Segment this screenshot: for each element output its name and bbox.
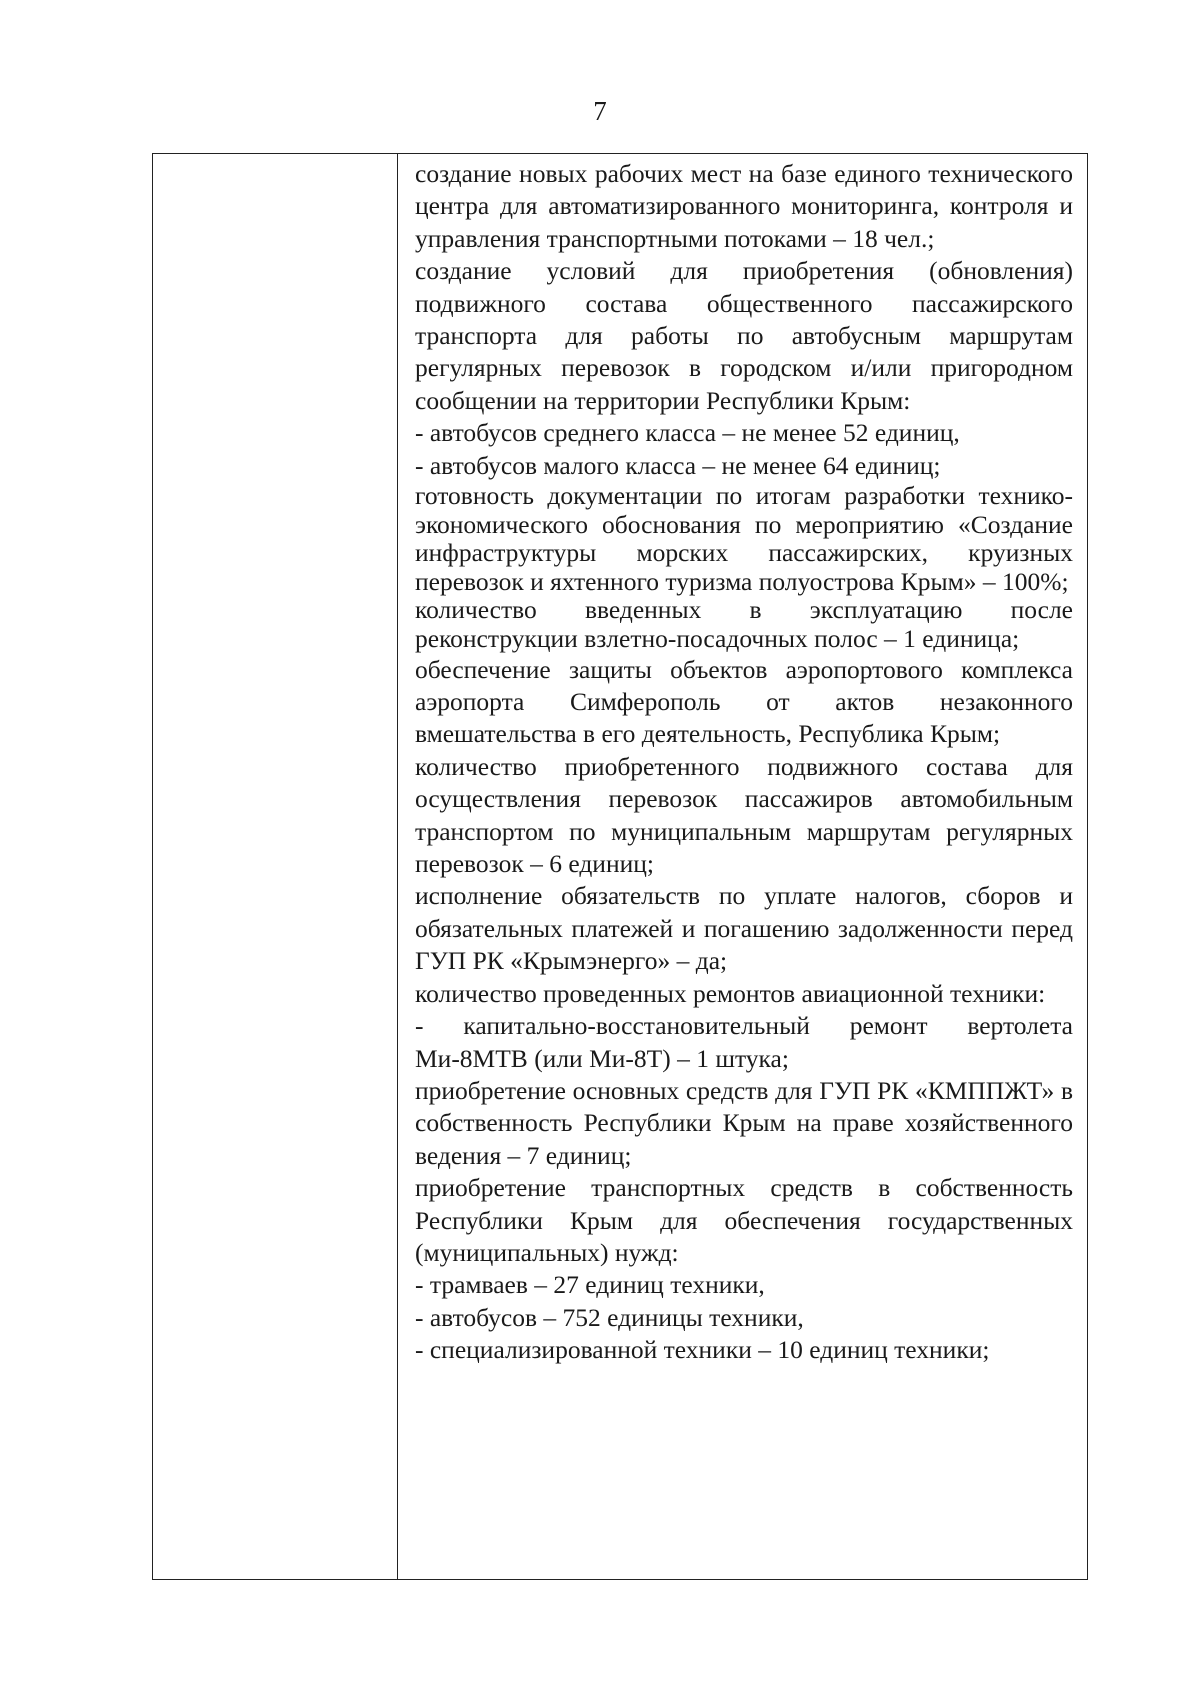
paragraph-new-jobs: создание новых рабочих мест на базе единого технического центра для автоматизированного мониторинга, контроля и управления транспортными потоками – 18 чел.; bbox=[415, 159, 1073, 253]
table-right-cell bbox=[398, 154, 1087, 1579]
paragraph-aviation-repairs: количество проведенных ремонтов авиационной техники: bbox=[415, 978, 1046, 1008]
paragraph-krymenergo-obligations: исполнение обязательств по уплате налогов, сборов и обязательных платежей и погашению задолженности перед ГУП РК «Крымэнерго» – да; bbox=[415, 881, 1073, 976]
list-item-buses: - автобусов – 752 единицы техники, bbox=[415, 1302, 804, 1332]
table-left-cell bbox=[153, 154, 398, 1579]
list-item-medium-buses: - автобусов среднего класса – не менее 52 единиц, bbox=[415, 418, 960, 448]
paragraph-rolling-stock-conditions: создание условий для приобретения (обновления) подвижного состава общественного пассажирского транспорта для работы по автобусным маршрутам регулярных перевозок в городском и/или пригородном сообщении на территории Республики Крым: bbox=[415, 256, 1073, 415]
paragraph-airport-security: обеспечение защиты объектов аэропортового комплекса аэропорта Симферополь от актов незаконного вмешательства в его деятельность, Республика Крым; bbox=[415, 654, 1073, 749]
paragraph-vehicle-acquisition: приобретение транспортных средств в собственность Республики Крым для обеспечения государственных (муниципальных) нужд: bbox=[415, 1173, 1073, 1267]
indicators-table bbox=[152, 153, 1088, 1580]
paragraph-municipal-routes-stock: количество приобретенного подвижного состава для осуществления перевозок пассажиров автомобильным транспортом по муниципальным маршрутам регулярных перевозок – 6 единиц; bbox=[415, 751, 1073, 879]
list-item-small-buses: - автобусов малого класса – не менее 64 единиц; bbox=[415, 450, 941, 480]
list-item-special-machinery: - специализированной техники – 10 единиц техники; bbox=[415, 1335, 990, 1365]
page-number: 7 bbox=[593, 96, 607, 126]
paragraph-runways: количество введенных в эксплуатацию после реконструкции взлетно-посадочных полос – 1 единица; bbox=[415, 595, 1073, 654]
list-item-helicopter-repair: - капитально-восстановительный ремонт вертолета Ми-8МТВ (или Ми-8Т) – 1 штука; bbox=[415, 1011, 1073, 1073]
list-item-trams: - трамваев – 27 единиц техники, bbox=[415, 1270, 765, 1300]
paragraph-feasibility-documentation: готовность документации по итогам разработки технико-экономического обоснования по мероприятию «Создание инфраструктуры морских пассажирских, круизных перевозок и яхтенного туризма полуострова Крым» – 100%; bbox=[415, 481, 1073, 596]
paragraph-kmppzht-assets: приобретение основных средств для ГУП РК «КМППЖТ» в собственность Республики Крым на праве хозяйственного ведения – 7 единиц; bbox=[415, 1075, 1073, 1170]
